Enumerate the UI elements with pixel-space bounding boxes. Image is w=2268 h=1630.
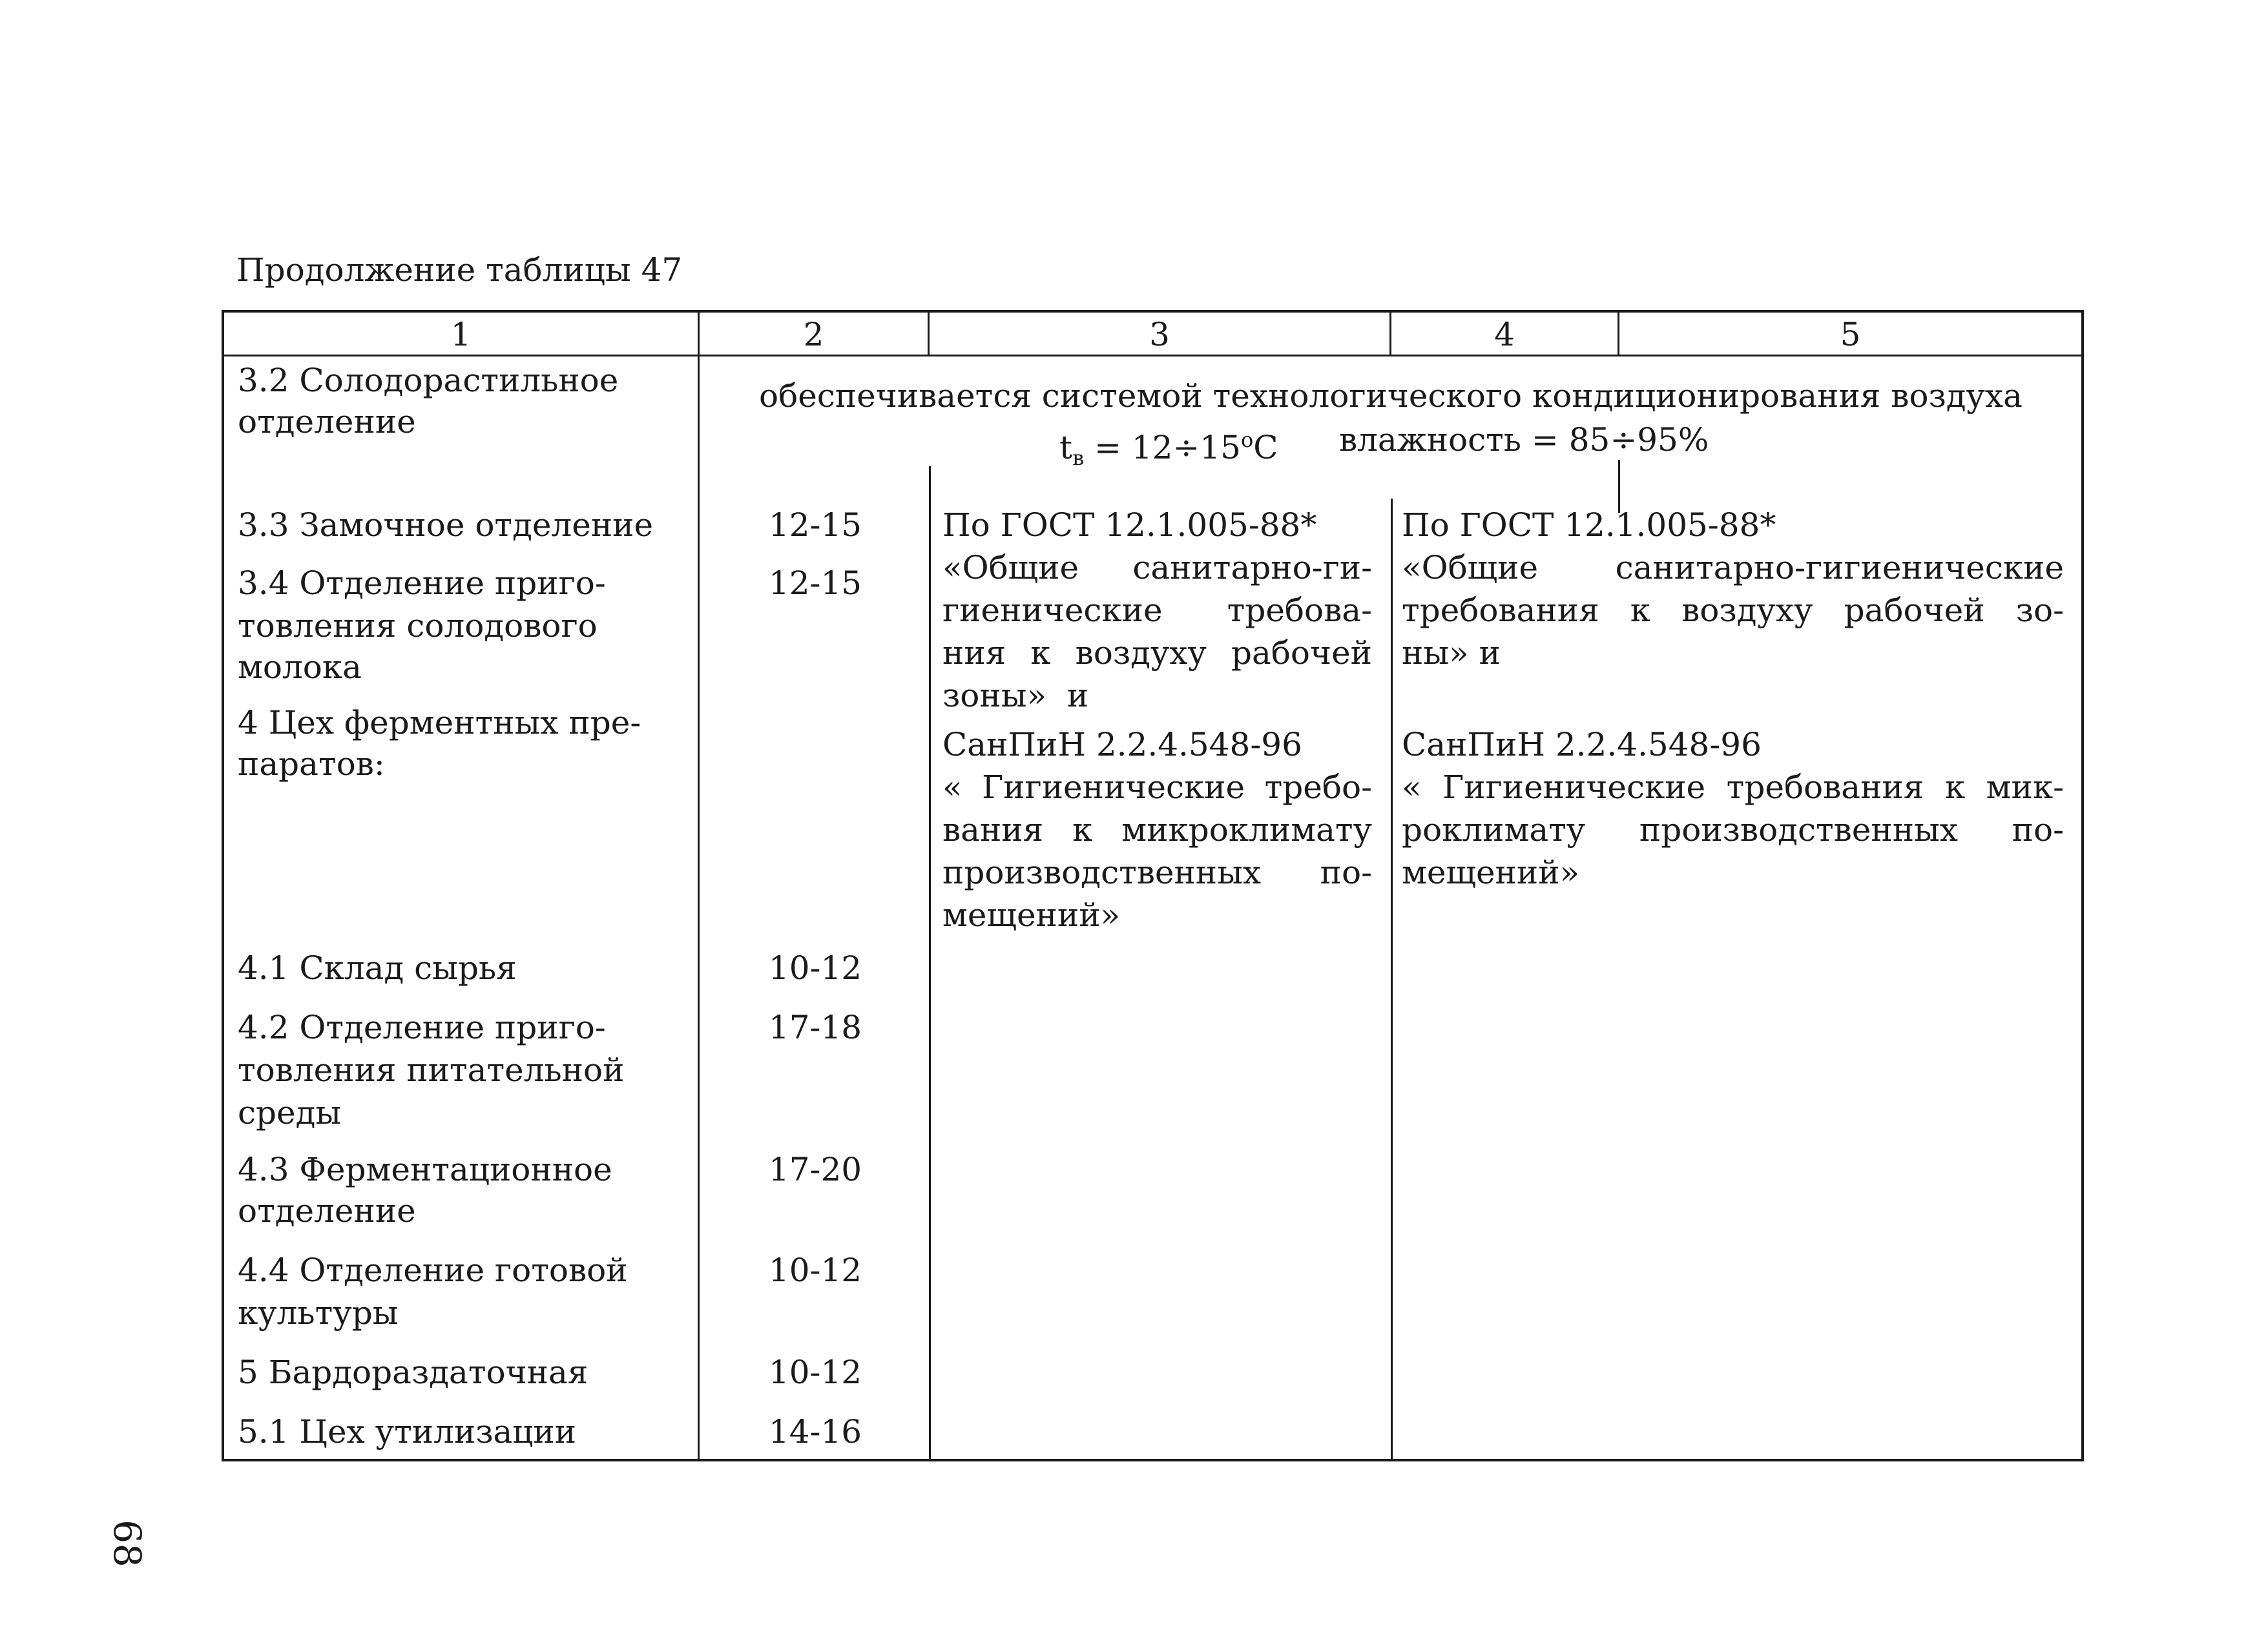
row-4-2-name-line-2: товления питательной (238, 1051, 625, 1089)
row-4-2-value: 17-18 (768, 1009, 862, 1046)
col-4-5-line-6: « Гигиенические требования к мик- (1402, 769, 2064, 806)
row-4-4-name-line-2: культуры (238, 1294, 399, 1332)
row-4-2-name-line-1: 4.2 Отделение приго- (238, 1009, 606, 1046)
row-3-4-name-line-1: 3.4 Отделение приго- (238, 564, 606, 602)
row-3-3-value: 12-15 (768, 506, 862, 544)
col-3-line-6: СанПиН 2.2.4.548-96 (942, 726, 1302, 763)
row-5-value: 10-12 (768, 1354, 862, 1391)
header-col-1: 1 (450, 316, 472, 353)
row-3-2-merged-line-2 (1059, 418, 1278, 479)
row-5-1-name: 5.1 Цех утилизации (238, 1413, 577, 1450)
row-4-1-value: 10-12 (768, 949, 862, 987)
body-col-divider-3 (1391, 499, 1393, 1461)
col-3-line-3: гиенические требова- (942, 592, 1372, 629)
col-4-5-text-block (1402, 504, 2064, 894)
col-3-line-1: По ГОСТ 12.1.005-88* (942, 506, 1317, 544)
temperature-subscript: в (1072, 446, 1085, 470)
temperature-symbol: t (1059, 429, 1073, 466)
row-3-2-humidity: влажность = 85÷95% (1339, 421, 1709, 459)
row-4-name-line-2: паратов: (238, 745, 385, 783)
row-3-4-name-line-3: молока (238, 648, 362, 686)
col-3-line-4: ния к воздуху рабочей (942, 634, 1372, 672)
header-col-4: 4 (1494, 316, 1515, 353)
row-5-name: 5 Бардораздаточная (238, 1354, 588, 1391)
row-4-4-value: 10-12 (768, 1252, 862, 1289)
degree-sign: о (1240, 428, 1254, 452)
header-col-3: 3 (1149, 316, 1170, 353)
col-4-5-line-5: СанПиН 2.2.4.548-96 (1402, 726, 1762, 763)
col-3-line-10: мещений» (942, 896, 1121, 934)
header-col-2: 2 (803, 316, 824, 353)
row-4-1-name: 4.1 Склад сырья (238, 949, 517, 987)
row-3-2-merged-line-1: обеспечивается системой технологического кондиционирования воздуха (759, 377, 2023, 415)
col-3-line-5: зоны» и (942, 677, 1089, 714)
col-3-line-2: «Общие санитарно-ги- (942, 549, 1372, 586)
row-4-3-name-line-2: отделение (238, 1192, 416, 1230)
row-5-1-value: 14-16 (768, 1413, 862, 1450)
row-3-2-name-line-1: 3.2 Солодорастильное (238, 362, 619, 399)
col-4-5-line-4: ны» и (1402, 634, 1501, 672)
row-4-2-name-line-3: среды (238, 1094, 342, 1131)
col-3-line-9: производственных по- (942, 854, 1372, 891)
row-3-4-name-line-2: товления солодового (238, 607, 598, 645)
row-3-4-value: 12-15 (768, 564, 862, 602)
table-caption: Продолжение таблицы 47 (236, 251, 683, 289)
col-4-5-line-7: роклимату производственных по- (1402, 811, 2064, 849)
col-4-5-line-1: По ГОСТ 12.1.005-88* (1402, 506, 1776, 544)
temperature-range: = 12÷15 (1084, 429, 1241, 466)
row-4-name-line-1: 4 Цех ферментных пре- (238, 704, 641, 741)
col-4-5-line-8: мещений» (1402, 854, 1580, 891)
col-3-text-block (942, 504, 1372, 936)
col-4-5-line-3: требования к воздуху рабочей зо- (1402, 592, 2064, 629)
row-4-3-name-line-1: 4.3 Ферментационное (238, 1151, 612, 1188)
header-col-5: 5 (1840, 316, 1861, 353)
row-3-3-name: 3.3 Замочное отделение (238, 506, 654, 544)
row-3-2-name-line-2: отделение (238, 403, 416, 440)
page-number: 68 (105, 1520, 149, 1567)
col-3-line-8: вания к микроклимату (942, 811, 1372, 849)
col-4-5-line-2: «Общие санитарно-гигиенические (1402, 549, 2064, 586)
row-4-4-name-line-1: 4.4 Отделение готовой (238, 1252, 628, 1289)
col-3-line-7: « Гигиенические требо- (942, 769, 1372, 806)
row-4-3-value: 17-20 (768, 1151, 862, 1188)
temperature-unit: С (1253, 429, 1278, 466)
